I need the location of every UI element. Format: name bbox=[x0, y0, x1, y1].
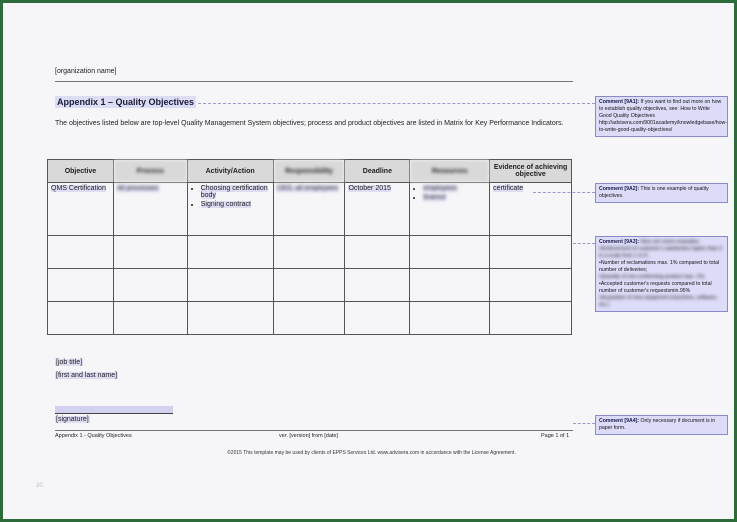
footer-page: Page 1 of 1 bbox=[541, 433, 570, 439]
comment-line: •Acquisition of new equipment (machines, software, etc.) bbox=[599, 295, 718, 308]
signature-line bbox=[55, 406, 173, 414]
cell-objective[interactable] bbox=[48, 183, 114, 236]
organization-name[interactable]: [organization name] bbox=[55, 68, 117, 75]
person-name-field[interactable]: [first and last name] bbox=[56, 372, 118, 379]
list-item: • Choosing certification body bbox=[201, 185, 270, 199]
footer-doc-title: Appendix 1 - Quality Objectives bbox=[55, 433, 132, 439]
table-row bbox=[48, 236, 572, 269]
comment-9a4[interactable] bbox=[595, 415, 728, 435]
cell-activity[interactable] bbox=[187, 183, 273, 236]
comment-label: Comment [9A4]: bbox=[599, 418, 640, 424]
job-title-field[interactable]: [job title] bbox=[56, 359, 83, 366]
header-resources: Resources bbox=[410, 160, 490, 183]
comment-line: •Accepted customer's requests compared to total number of customer's requestsmin.95% bbox=[599, 281, 712, 294]
comment-connector bbox=[573, 243, 595, 244]
deadline-text: October 2015 bbox=[348, 185, 391, 192]
objectives-table bbox=[47, 159, 572, 335]
resources-list bbox=[413, 185, 486, 201]
process-text: All processes bbox=[116, 185, 159, 192]
comment-connector bbox=[533, 192, 595, 193]
table-row bbox=[48, 183, 572, 236]
responsibility-text: CEO, all employees bbox=[276, 185, 339, 192]
comment-label: Comment [9A1]: bbox=[599, 99, 640, 105]
list-item: • employees bbox=[423, 185, 486, 192]
comment-connector bbox=[573, 423, 595, 424]
signature-field[interactable]: [signature] bbox=[56, 416, 89, 423]
table-row bbox=[48, 302, 572, 335]
table-row bbox=[48, 269, 572, 302]
comment-label: Comment [9A3]: bbox=[599, 239, 640, 245]
copyright-text: ©2015 This template may be used by clients of EPPS Services Ltd. www.advisera.com in accordance with the License Agreement. bbox=[227, 450, 516, 456]
comment-9a3[interactable] bbox=[595, 236, 728, 312]
list-item: • finance bbox=[423, 194, 486, 201]
comment-label: Comment [9A2]: bbox=[599, 186, 640, 192]
cell-evidence[interactable] bbox=[490, 183, 572, 236]
comment-9a1[interactable] bbox=[595, 96, 728, 137]
comment-text: Here are some examples: bbox=[640, 239, 700, 245]
comment-9a2[interactable] bbox=[595, 183, 728, 203]
objective-text: QMS Certification bbox=[51, 185, 106, 192]
cell-responsibility[interactable] bbox=[273, 183, 345, 236]
comment-line: •Quantity of non-conforming product max. 1%; bbox=[599, 274, 706, 280]
footer-version: ver. [version] from [date] bbox=[279, 433, 338, 439]
comment-text: Only necessary if document is in paper form. bbox=[599, 418, 716, 431]
cell-resources[interactable] bbox=[410, 183, 490, 236]
cell-deadline[interactable] bbox=[345, 183, 410, 236]
intro-text: The objectives listed below are top-level Quality Management System objectives; process and product objectives are listed in Matrix for Key Performance Indicators. bbox=[55, 120, 564, 127]
header-objective: Objective bbox=[48, 160, 114, 183]
activity-list bbox=[191, 185, 270, 208]
comment-line: •Achievement of customer's satisfaction higher than 3 in a scale from 1 to 5; bbox=[599, 246, 723, 259]
header-rule bbox=[55, 81, 573, 82]
comment-text: This is one example of quality objectives. bbox=[599, 186, 709, 199]
header-activity: Activity/Action bbox=[187, 160, 273, 183]
header-evidence: Evidence of achieving objective bbox=[490, 160, 572, 183]
header-process: Process bbox=[113, 160, 187, 183]
cell-process[interactable] bbox=[113, 183, 187, 236]
page-number: 20 bbox=[36, 483, 43, 489]
table-header-row bbox=[48, 160, 572, 183]
page-title[interactable]: Appendix 1 – Quality Objectives bbox=[57, 97, 195, 107]
comment-connector bbox=[198, 103, 595, 104]
footer-rule bbox=[55, 430, 573, 431]
list-item: • Signing contract bbox=[201, 201, 270, 208]
evidence-text: certificate bbox=[493, 185, 524, 192]
comment-line: •Number of reclamations max. 1% compared to total number of deliveries; bbox=[599, 260, 720, 273]
header-responsibility: Responsibility bbox=[273, 160, 345, 183]
comment-text: If you want to find out more on how to establish quality objectives, see: How to Write Good Quality Objectives http://advisera.com/9001academy/knowledgebase/how-to-write-good-quality-objectives/ bbox=[599, 99, 728, 133]
header-deadline: Deadline bbox=[345, 160, 410, 183]
